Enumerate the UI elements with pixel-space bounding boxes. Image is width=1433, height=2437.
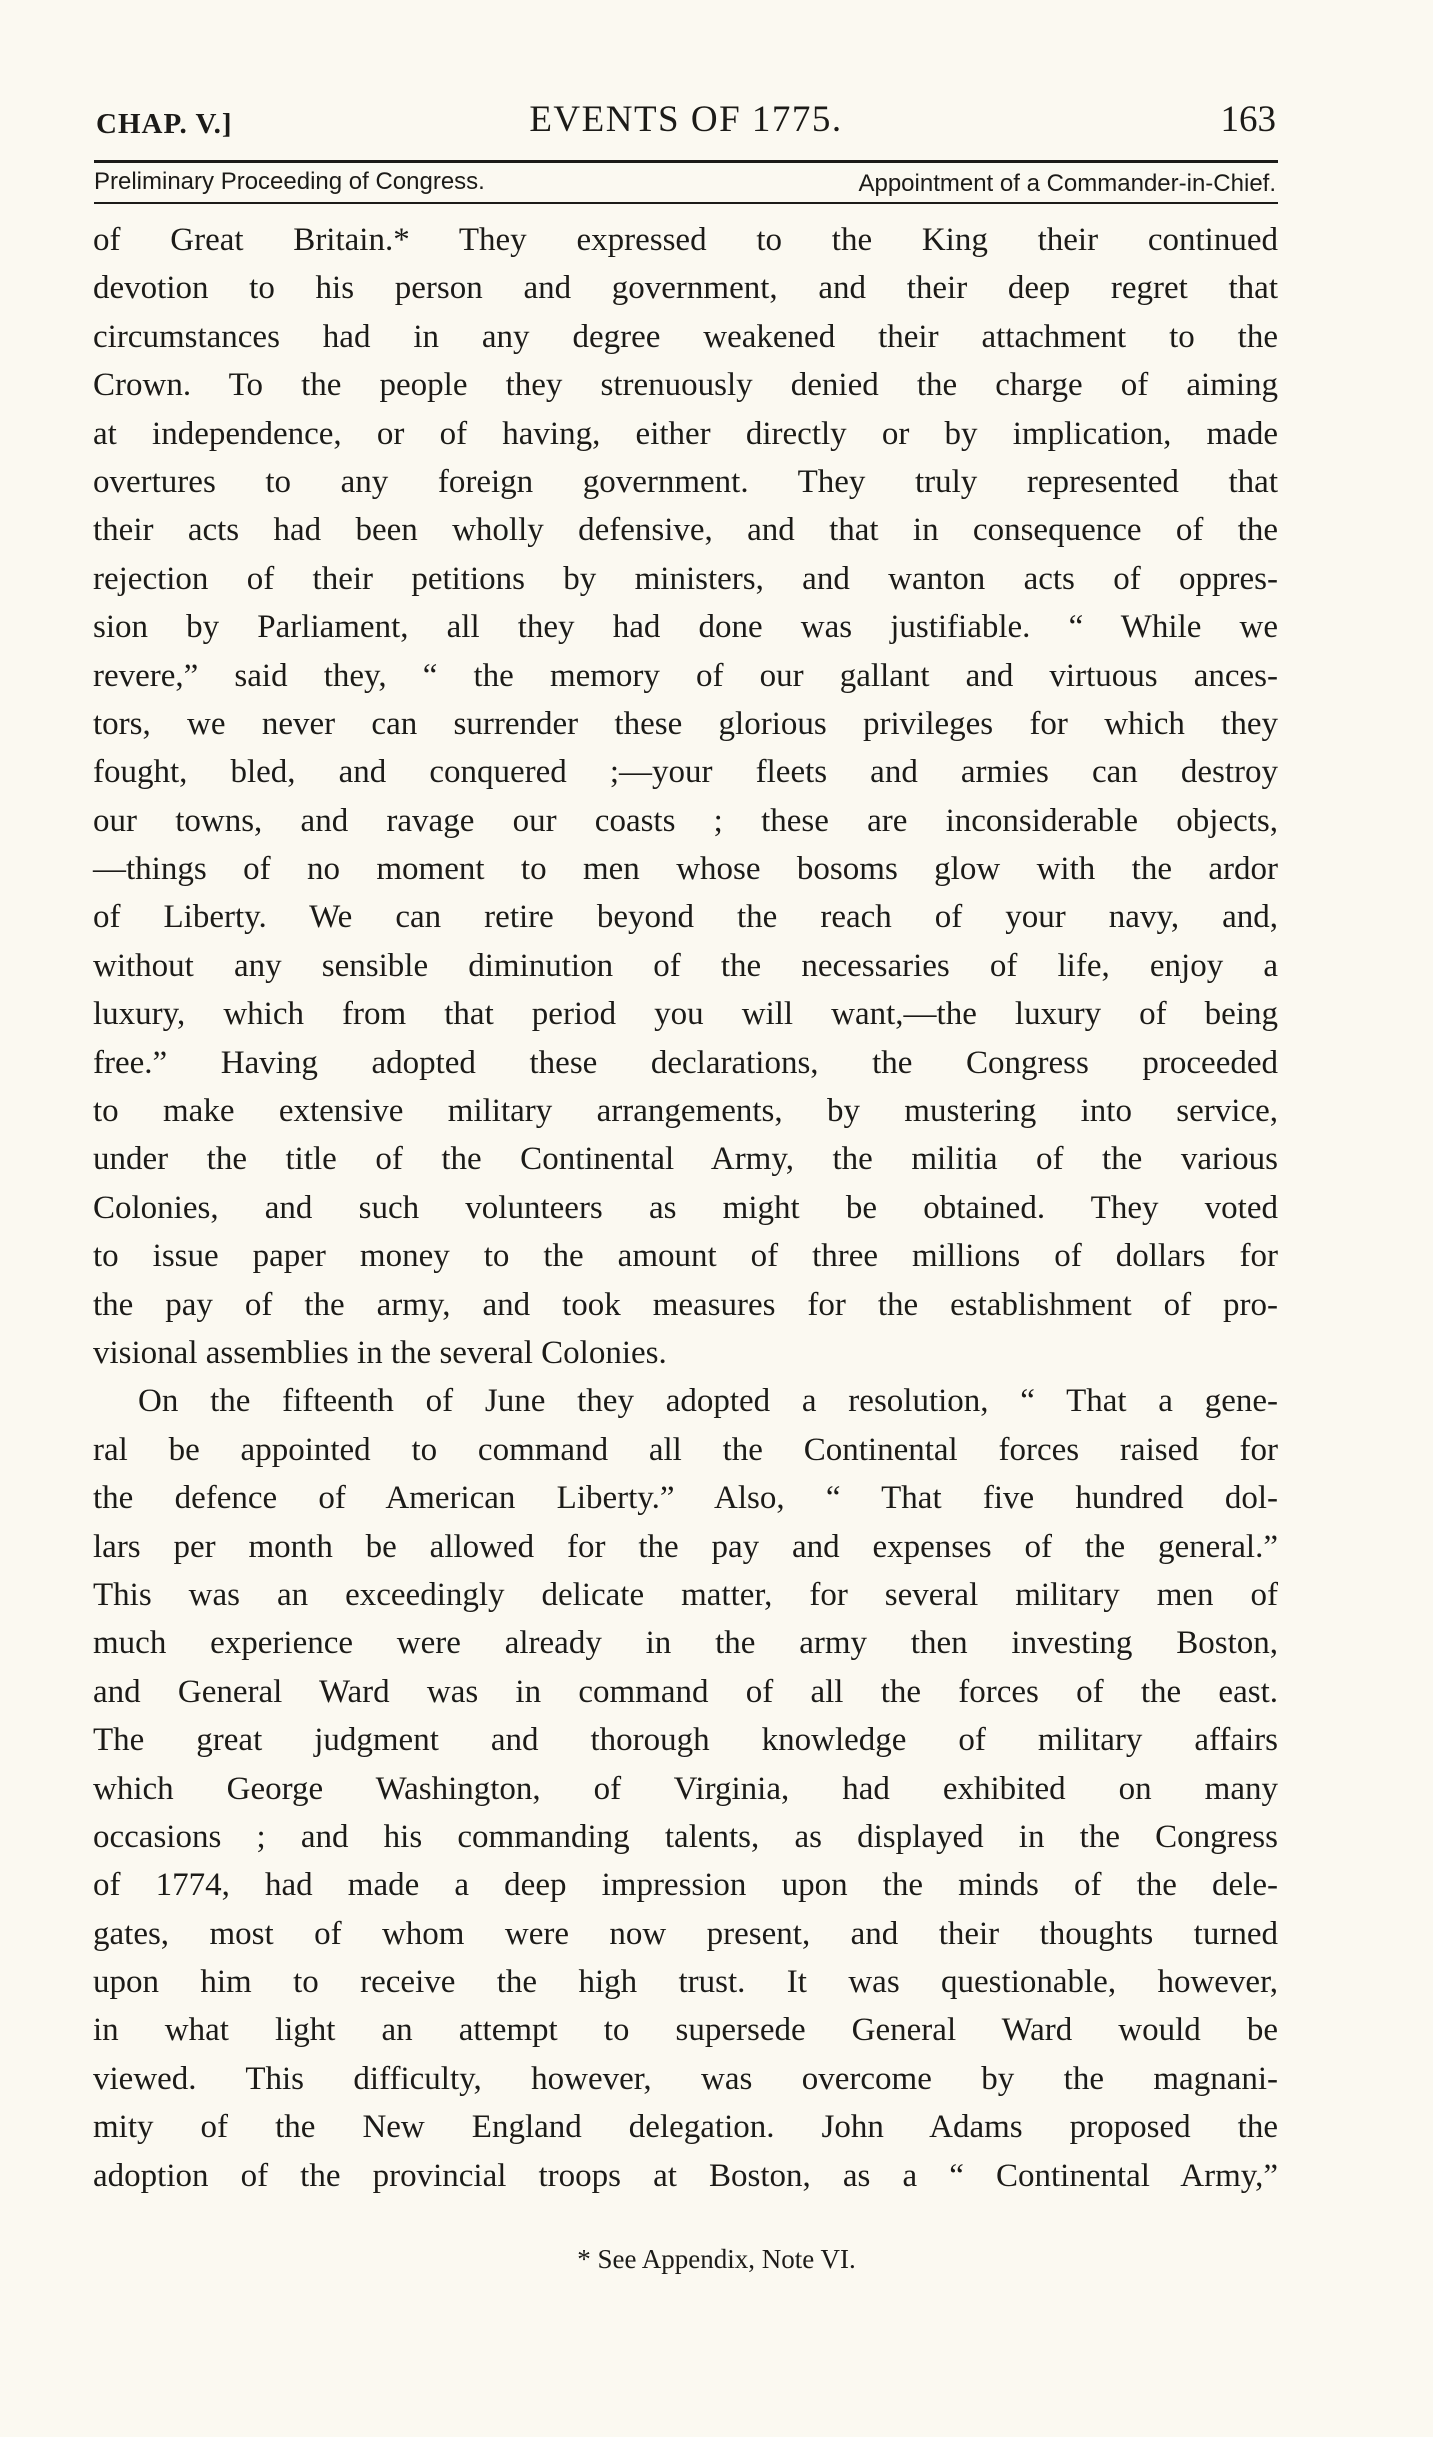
text-line: Crown. To the people they strenuously denied the charge of aiming [93,367,1278,404]
subhead-right: Appointment of a Commander-in-Chief. [858,170,1276,197]
text-line: Colonies, and such volunteers as might be obtained. They voted [93,1189,1278,1226]
text-line: rejection of their petitions by ministers, and wanton acts of oppres- [93,560,1278,597]
text-line: This was an exceedingly delicate matter, for several military men of [93,1576,1278,1613]
text-line: luxury, which from that period you will want,—the luxury of being [93,996,1278,1033]
text-line: The great judgment and thorough knowledge of military affairs [93,1722,1278,1759]
running-head [96,98,1276,144]
page-number: 163 [1220,99,1276,140]
text-line: occasions ; and his commanding talents, as displayed in the Congress [93,1818,1278,1855]
text-line: their acts had been wholly defensive, and that in consequence of the [93,512,1278,549]
footnote: * See Appendix, Note VI. [577,2244,856,2274]
text-line: to issue paper money to the amount of three millions of dollars for [93,1238,1278,1275]
text-line: lars per month be allowed for the pay and expenses of the general.” [93,1528,1278,1565]
header-rule-bottom [94,202,1278,204]
section-subhead [94,162,1276,202]
text-line: circumstances had in any degree weakened their attachment to the [93,318,1278,355]
text-line: at independence, or of having, either directly or by implication, made [93,415,1278,452]
chapter-label: CHAP. V.] [96,108,233,140]
text-line: of Great Britain.* They expressed to the King their continued [93,222,1278,258]
text-line: free.” Having adopted these declarations, the Congress proceeded [93,1044,1278,1081]
text-line: tors, we never can surrender these glorious privileges for which they [93,705,1278,742]
text-line: and General Ward was in command of all the forces of the east. [93,1673,1278,1710]
text-line: the pay of the army, and took measures for the establishment of pro- [93,1286,1278,1323]
text-line: under the title of the Continental Army, the militia of the various [93,1141,1278,1178]
text-line: mity of the New England delegation. John Adams proposed the [93,2109,1278,2146]
text-line: of 1774, had made a deep impression upon the minds of the dele- [93,1867,1278,1904]
text-line: revere,” said they, “ the memory of our gallant and virtuous ances- [93,657,1278,694]
text-line: in what light an attempt to supersede General Ward would be [93,2012,1278,2049]
text-line: adoption of the provincial troops at Boston, as a “ Continental Army,” [93,2157,1278,2194]
text-line: ral be appointed to command all the Continental forces raised for [93,1431,1278,1468]
text-line: the defence of American Liberty.” Also, “ That five hundred dol- [93,1480,1278,1517]
text-line: our towns, and ravage our coasts ; these are inconsiderable objects, [93,802,1278,839]
page-title: EVENTS OF 1775. [529,99,843,140]
text-line: fought, bled, and conquered ;—your fleets and armies can destroy [93,754,1278,791]
text-line: which George Washington, of Virginia, had exhibited on many [93,1770,1278,1807]
subhead-left: Preliminary Proceeding of Congress. [94,168,485,195]
text-line: devotion to his person and government, and their deep regret that [93,270,1278,307]
text-line: gates, most of whom were now present, and their thoughts turned [93,1915,1278,1952]
paragraph-start-line: On the fifteenth of June they adopted a resolution, “ That a gene- [138,1383,1278,1420]
text-line: much experience were already in the army then investing Boston, [93,1625,1278,1662]
body-text [93,216,1278,2200]
text-line: —things of no moment to men whose bosoms glow with the ardor [93,851,1278,888]
text-line: to make extensive military arrangements, by mustering into service, [93,1093,1278,1130]
text-line: without any sensible diminution of the necessaries of life, enjoy a [93,947,1278,984]
text-line: upon him to receive the high trust. It was questionable, however, [93,1964,1278,2001]
text-line: overtures to any foreign government. They truly represented that [93,463,1278,500]
paragraph-end-line: visional assemblies in the several Colonies. [93,1334,667,1371]
text-line: of Liberty. We can retire beyond the reach of your navy, and, [93,899,1278,936]
text-line: sion by Parliament, all they had done was justifiable. “ While we [93,609,1278,646]
text-line: viewed. This difficulty, however, was overcome by the magnani- [93,2060,1278,2097]
